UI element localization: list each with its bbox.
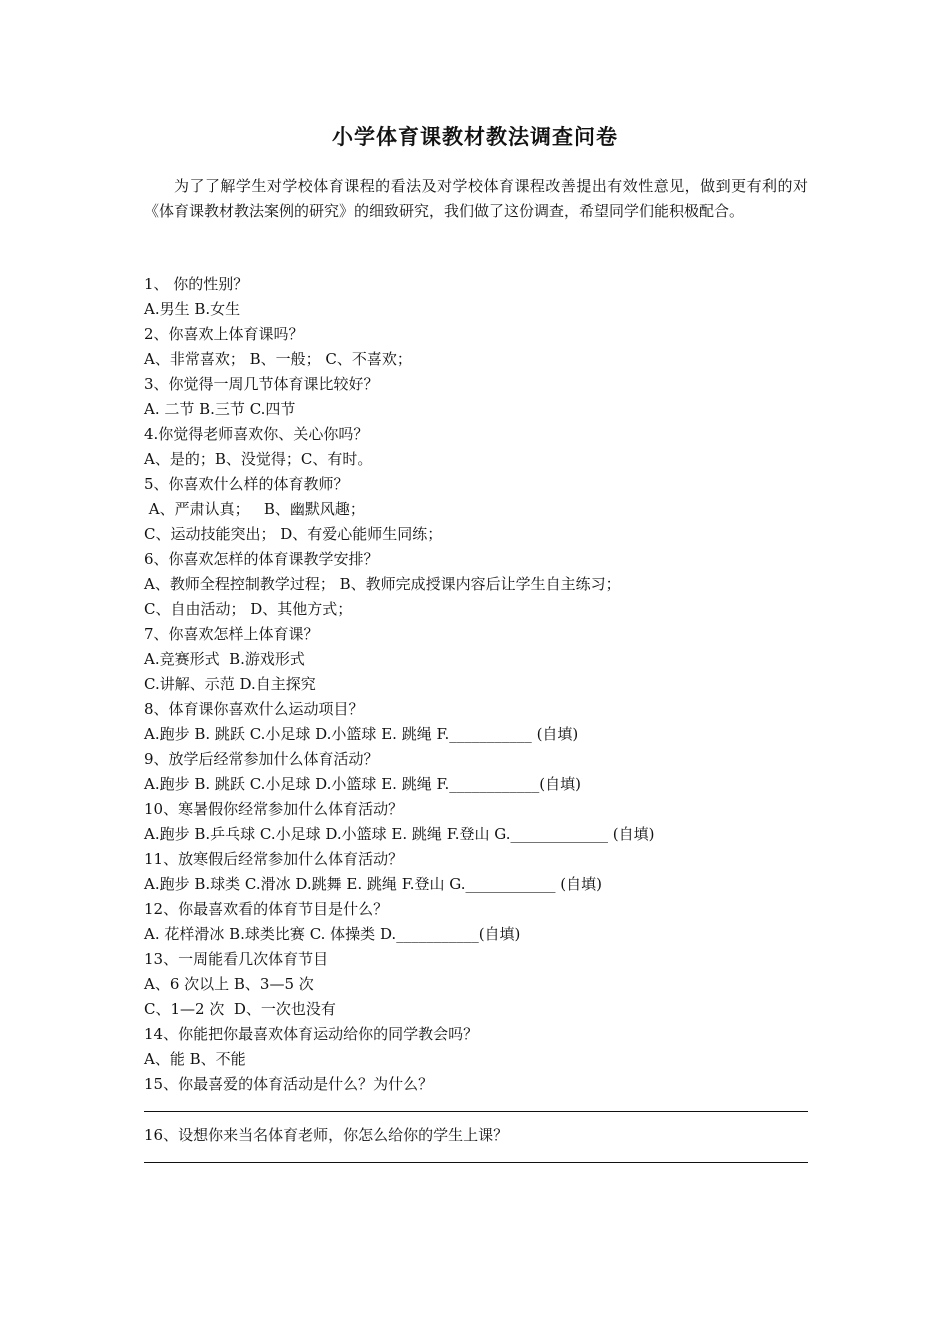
- q15-answer-line[interactable]: [144, 1097, 808, 1112]
- q10-question: 10、寒暑假你经常参加什么体育活动？: [144, 800, 404, 818]
- q8-question: 8、体育课你喜欢什么运动项目？: [144, 700, 364, 718]
- q14-options: A、能 B、不能: [144, 1050, 246, 1068]
- q3-options: A. 二节 B.三节 C.四节: [144, 400, 296, 418]
- q13-question: 13、一周能看几次体育节目: [144, 950, 329, 968]
- q3-question: 3、你觉得一周几节体育课比较好？: [144, 375, 379, 393]
- q13-options-1: A、6 次以上 B、3—5 次: [144, 975, 314, 993]
- q11-question: 11、放寒假后经常参加什么体育活动？: [144, 850, 404, 868]
- q7-options-2: C.讲解、示范 D.自主探究: [144, 675, 316, 693]
- q2-options: A、非常喜欢； B、一般； C、不喜欢；: [144, 350, 412, 368]
- q12-options: A. 花样滑冰 B.球类比赛 C. 体操类 D.___________(自填): [144, 925, 521, 943]
- q9-question: 9、放学后经常参加什么体育活动？: [144, 750, 379, 768]
- q6-question: 6、你喜欢怎样的体育课教学安排？: [144, 550, 379, 568]
- q15-question: 15、你最喜爱的体育活动是什么？为什么？: [144, 1075, 434, 1093]
- q9-options: A.跑步 B. 跳跃 C.小足球 D.小篮球 E. 跳绳 F.____________(自填): [144, 775, 582, 793]
- q6-options-2: C、自由活动； D、其他方式；: [144, 600, 353, 618]
- survey-questions: [144, 272, 808, 1174]
- q5-options-1: A、严肃认真； B、幽默风趣；: [144, 500, 365, 518]
- q8-options: A.跑步 B. 跳跃 C.小足球 D.小篮球 E. 跳绳 F.___________ (自填): [144, 725, 579, 743]
- page-title: 小学体育课教材教法调查问卷: [332, 124, 618, 149]
- q2-question: 2、你喜欢上体育课吗？: [144, 325, 304, 343]
- intro-paragraph: 为了了解学生对学校体育课程的看法及对学校体育课程改善提出有效性意见，做到更有利的对《体育课教材教法案例的研究》的细致研究，我们做了这份调查，希望同学们能积极配合。: [144, 177, 808, 220]
- q1-options: A.男生 B.女生: [144, 300, 241, 318]
- q4-options: A、是的；B、没觉得；C、有时。: [144, 450, 373, 468]
- q5-question: 5、你喜欢什么样的体育教师？: [144, 475, 349, 493]
- q11-options: A.跑步 B.球类 C.滑冰 D.跳舞 E. 跳绳 F.登山 G.____________ (自填): [144, 875, 602, 893]
- q7-question: 7、你喜欢怎样上体育课？: [144, 625, 319, 643]
- q14-question: 14、你能把你最喜欢体育运动给你的同学教会吗？: [144, 1025, 479, 1043]
- q16-answer-line[interactable]: [144, 1148, 808, 1163]
- q7-options-1: A.竞赛形式 B.游戏形式: [144, 650, 305, 668]
- q1-question: 1、 你的性别？: [144, 275, 249, 293]
- q12-question: 12、你最喜欢看的体育节目是什么？: [144, 900, 389, 918]
- q10-options: A.跑步 B.乒乓球 C.小足球 D.小篮球 E. 跳绳 F.登山 G._____________ (自填): [144, 825, 655, 843]
- q16-question: 16、设想你来当名体育老师，你怎么给你的学生上课？: [144, 1126, 509, 1144]
- q6-options-1: A、教师全程控制教学过程； B、教师完成授课内容后让学生自主练习；: [144, 575, 621, 593]
- q5-options-2: C、运动技能突出； D、有爱心能师生同练；: [144, 525, 443, 543]
- q13-options-2: C、1—2 次 D、一次也没有: [144, 1000, 336, 1018]
- q4-question: 4.你觉得老师喜欢你、关心你吗？: [144, 425, 369, 443]
